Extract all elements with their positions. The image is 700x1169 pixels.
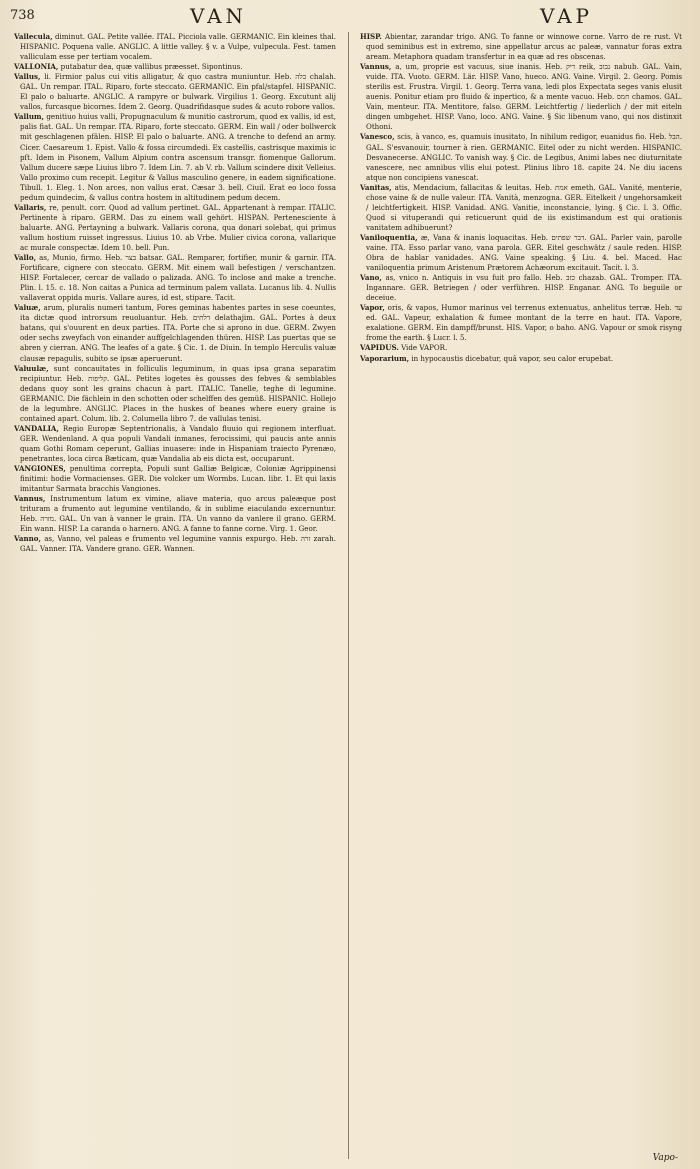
dictionary-entry xyxy=(14,62,336,72)
right-column xyxy=(360,32,682,1161)
dictionary-entry xyxy=(14,303,336,363)
dictionary-entry xyxy=(14,253,336,303)
entry-definition: re, penult. corr. Quod ad vallum pertinet. GAL. Appartenant à rempar. ITALIC. Pertinente à riparo. GERM. Das zu einem wall gehört. HISPAN. Pertenesciente à baluarte. ANG. Pertayning a bulwark. Vallaris corona, qua donari solebat, qui primus vallum hostium ruisset ingressus. Liuius 10. ab Vrbe. Mulier civica corona, vallarique ac murale conspectæ. Idem 10. bell. Pun. xyxy=(20,202,336,252)
dictionary-entry xyxy=(360,343,682,353)
entry-headword: Vallaris, xyxy=(14,202,47,212)
entry-definition: li. Firmior palus cui vitis alligatur, & quo castra muniuntur. Heb. כלה chalah. GAL. Un rempar. ITAL. Riparo, forte steccato. GERMANIC. Ein pfal/stapfel. HISPANIC. El palo o baluarte. ANGLIC. A rampyre or bulwark. Virgilius 1. Georg. Excutunt alij vallos, furcasque bicornes. Idem 2. Georg. Quadrifidasque sudes & acuto robore vallos. xyxy=(20,72,336,112)
catchword: Vapo- xyxy=(652,1153,678,1163)
entry-definition: diminut. GAL. Petite vallée. ITAL. Picciola valle. GERMANIC. Ein kleines thal. HISPANIC. Poquena valle. ANGLIC. A little valley. § v. a Vulpe, vulpecula. Fest. tamen valliculam esse per tertiam vocalem. xyxy=(20,32,336,62)
running-head-right: VAP xyxy=(540,4,593,28)
dictionary-entry xyxy=(14,112,336,202)
dictionary-entry xyxy=(14,464,336,494)
entry-definition: in hypocaustis dicebatur, quâ vapor, seu calor erupebat. xyxy=(411,353,614,363)
entry-definition: Vide VAPOR. xyxy=(401,343,448,353)
entry-headword: Vannus, xyxy=(14,494,46,504)
entry-headword: Vanitas, xyxy=(360,182,392,192)
entry-headword: Vapor, xyxy=(360,303,385,313)
dictionary-entry xyxy=(360,183,682,233)
entry-definition: genitiuo huius valli, Propugnaculum & munitio castrorum, quod ex vallis, id est, palis fiat. GAL. Un rempar. ITA. Riparo, forte steccato. GERM. Ein wall / oder bollwerck mit geschlagenen pfälen. HISP. El palo o baluarte. ANG. A trenche to defend an army. Cicer. Caesareum 1. Epist. Vallo & fossa circumdedi. Ex castellis, castrisque maximis ic pſt. Idem in Pisonem, Vallum Alpium contra ascensum transgr. fiomenque Gallorum. Vallum ducere sæpe Liuius libro 7. Idem Lin. 7. ab V. rb. Vallum scindere dixit Velleius. Vallo proximo cum recepit. Legitur & Vallus masculino genere, in eadem significatione. Tibull. 1. Eleg. 1. Non arces, non vallus erat. Cæsar 3. bell. Ciuil. Erat eo loco fossa pedum quindecim, & vallus contra hostem in altitudinem pedum decem. xyxy=(20,112,336,202)
entry-headword: Vannus, xyxy=(360,62,392,72)
entry-headword: Vano, xyxy=(360,273,382,283)
entry-definition: arum, pluralis numeri tantum, Fores geminas habentes partes in sese coeuntes, ita dictæ quod introrsum reuoluantur. Heb. דלתים delathajim. GAL. Portes à deux batans, qui s'ouurent en deux parties. ITA. Porte che si aprono in due. GERM. Zwyen oder sechs zweyfach von einander auffgelchlagenden thüren. HISP. Las puertas que se abren y cierran. ANG. The leafes of a gate. § Cic. 1. de Diuin. In templo Herculis valuæ clausæ repagulis, subito se ipsæ aperuerunt. xyxy=(20,303,336,363)
entry-headword: Vanno, xyxy=(14,534,41,544)
entry-definition: putabatur dea, quæ vallibus præesset. Sipontinus. xyxy=(60,62,243,72)
running-head-left: VAN xyxy=(190,4,248,28)
entry-headword: VALLONIA, xyxy=(14,62,59,72)
dictionary-entry xyxy=(14,72,336,112)
dictionary-entry xyxy=(14,494,336,534)
entry-definition: Instrumentum latum ex vimine, aliave materia, quo arcus paleæque post trituram a frumento aut legumine ventilando, & in sublime eiaculando excernuntur. Heb. מזרה. GAL. Un van à vanner le grain. ITA. Un vanno da vanlere il grano. GERM. Ein wann. HISP. La caranda o harnero. ANG. A fanne to fanne corne. Virg. 1. Geor. xyxy=(20,494,336,534)
entry-headword: Valuæ, xyxy=(14,303,41,313)
dictionary-entry xyxy=(14,203,336,253)
dictionary-entry xyxy=(14,32,336,62)
entry-headword: Valuulæ, xyxy=(14,363,49,373)
dictionary-entry xyxy=(360,354,682,364)
column-divider xyxy=(348,32,349,1159)
entry-definition: æ, Vana & inanis loquacitas. Heb. דבר שפתים. GAL. Parler vain, parolle vaine. ITA. Esso parlar vano, vana parola. GER. Eitel geschwätz / saule reden. HISP. Obra de hablar vanidades. ANG. Vaine speaking. § Liu. 4. bel. Maced. Hac vaniloquentia primum Aristenum Prætorem Achæorum excitauit. Tacit. l. 3. xyxy=(366,232,682,273)
dictionary-entry xyxy=(360,62,682,132)
entry-headword: Vallum, xyxy=(14,112,44,122)
dictionary-entry xyxy=(360,32,682,62)
dictionary-entry xyxy=(14,364,336,424)
entry-headword: Vaniloquentia, xyxy=(360,232,418,242)
entry-definition: as, Munio, firmo. Heb. בצר batsar. GAL. Remparer, fortifier, munir & garnir. ITA. Fortificare, cignere con steccato. GERM. Mit einem wall befestigen / verschantzen. HISP. Fortalecer, cercar de vallado o palizada. ANG. To inclose and make a trenche. Plin. l. 15. c. 18. Non caitas a Punica ad terminum palem vallata. Lucanus lib. 4. Nullis vallaverat oppida muris. Vallare aures, id est, stipare. Tacit. xyxy=(20,253,336,303)
dictionary-entry xyxy=(360,132,682,182)
dictionary-entry xyxy=(360,273,682,303)
dictionary-entry xyxy=(360,303,682,343)
entry-definition: atis, Mendacium, fallacitas & leuitas. Heb. אמת emeth. GAL. Vanité, menterie, chose vaine & de nulle valeur. ITA. Vanità, menzogna. GER. Eitelkeit / ungehorsamkeit / leichtfertigkeit. HISP. Vanidad. ANG. Vanitie, inconstancie, lying. § Cic. l. 3. Offic. Quod si vituperandi qui reticuerunt quid de iis existimandum est qui orationis vanitatem adhibuerunt? xyxy=(366,182,682,232)
entry-definition: Regio Europæ Septentrionalis, à Vandalo fluuio qui regionem interfluat. GER. Wendenland. A qua populi Vandali inmanes, ferocissimi, qui paucis ante annis quam Gothi Romam ceperunt, Gallias inuasere: inde in Hispaniam traiecto Pyrenæo, penetrantes, loca circa Bæticam, quæ Vandalia ab eis dicta est, occuparunt. xyxy=(20,423,336,463)
entry-definition: scis, à vanco, es, quamuis inusitato, In nihilum redigor, euanidus fio. Heb. הבל. GAL. S'esvanouir, tourner à rien. GERMANIC. Eitel oder zu nicht werden. HISPANIC. Desvanecerse. ANGLIC. To vanish way. § Cic. de Legibus, Animi labes nec diuturnitate vanescere, nec amnibus vllis elui potest. Plinius libro 18. capite 24. Ne diu iacens atque non concipiens vanescat. xyxy=(366,132,682,182)
dictionary-entry xyxy=(14,534,336,554)
page-header xyxy=(0,0,700,34)
entry-definition: penultima correpta, Populi sunt Galliæ Belgicæ, Coloniæ Agrippinensi finitimi: hodie Vormacienses. GER. Die volcker um Wormbs. Lucan. libr. 1. Et qui laxis imitantur Sarmata bracchis Vangiones. xyxy=(20,464,336,494)
entry-headword: HISP. xyxy=(360,32,382,41)
entry-headword: Vallo, xyxy=(14,253,37,263)
page-number: 738 xyxy=(10,8,35,23)
entry-headword: Vanesco, xyxy=(360,132,395,142)
entry-definition: oris, & vapos, Humor marinus vel terrenus extenuatus, anhelitus terræ. Heb. עד ed. GAL. Vapeur, exhalation & fumee montant de la terre en haut. ITA. Vapore, exalatione. GERM. Ein dampff/brunst. HIS. Vapor, o baho. ANG. Vapour or smok risyng frome the earth. § Lucr. l. 5. xyxy=(366,303,682,343)
entry-headword: VANGIONES, xyxy=(14,464,66,474)
left-column xyxy=(14,32,336,1161)
dictionary-entry xyxy=(14,424,336,464)
dictionary-entry xyxy=(360,233,682,273)
entry-definition: sunt concauitates in folliculis leguminum, in quas ipsa grana separatim recipiuntur. Heb. קליפות. GAL. Petites logetes ès gousses des febves & semblables dedans quoy sont les grains chacun à part. ITALIC. Tanelle, teghe di legumine. GERMANIC. Die fächlein in den schotten oder schelffen des gemüß. HISPANIC. Hollejo de la legumbre. ANGLIC. Places in the huskes of beanes where euery graine is contained apart. Colum. lib. 2. Columella libro 7. de vallulas tenisi. xyxy=(20,363,336,423)
entry-definition: as, Vanno, vel paleas e frumento vel legumine vannis expurgo. Heb. זרה zarah. GAL. Vanner. ITA. Vandere grano. GER. Wannen. xyxy=(20,534,336,554)
entry-headword: VAPIDUS. xyxy=(360,343,399,353)
entry-headword: Vallus, xyxy=(14,72,41,82)
entry-headword: Vaporarium, xyxy=(360,353,410,363)
entry-definition: Abientar, zarandar trigo. ANG. To fanne or winnowe corne. Varro de re rust. Vt quod seminibus est in extremo, sine appellatur arcus ac paleæ, vannatur foras extra aream. Metaphora quadam transfertur in ea quæ ad res obscenas. xyxy=(366,32,682,62)
entry-headword: Vallecula, xyxy=(14,32,53,41)
entry-headword: VANDALIA, xyxy=(14,423,59,433)
entry-definition: as, vnico n. Antiquis in vsu fuit pro fallo. Heb. כזב chazab. GAL. Tromper. ITA. Ingannare. GER. Betriegen / oder verführen. HISP. Enganar. ANG. To beguile or deceiue. xyxy=(366,273,682,303)
entry-definition: a, um, proprie est vacuus, siue inanis. Heb. ריק reik, נבוב nabub. GAL. Vain, vuide. ITA. Vuoto. GERM. Lär. HISP. Vano, hueco. ANG. Vaine. Virgil. 2. Georg. Pomis sterilis est. Frustra. Virgil. 1. Georg. Terra vana, ledi plos Expectata seges vanis elusit auenis. Ponitur etiam pro fluido & inpertico, & a mente vacuo. Heb. חמס chamos. GAL. Vain, menteur. ITA. Mentitore, falso. GERM. Leichtfertig / liederlich / der mit eiteln dingen umbgehet. HISP. Vano, loco. ANG. Vaine. § Sic libenum vano, qui nos distinxit Othoni. xyxy=(366,62,682,132)
